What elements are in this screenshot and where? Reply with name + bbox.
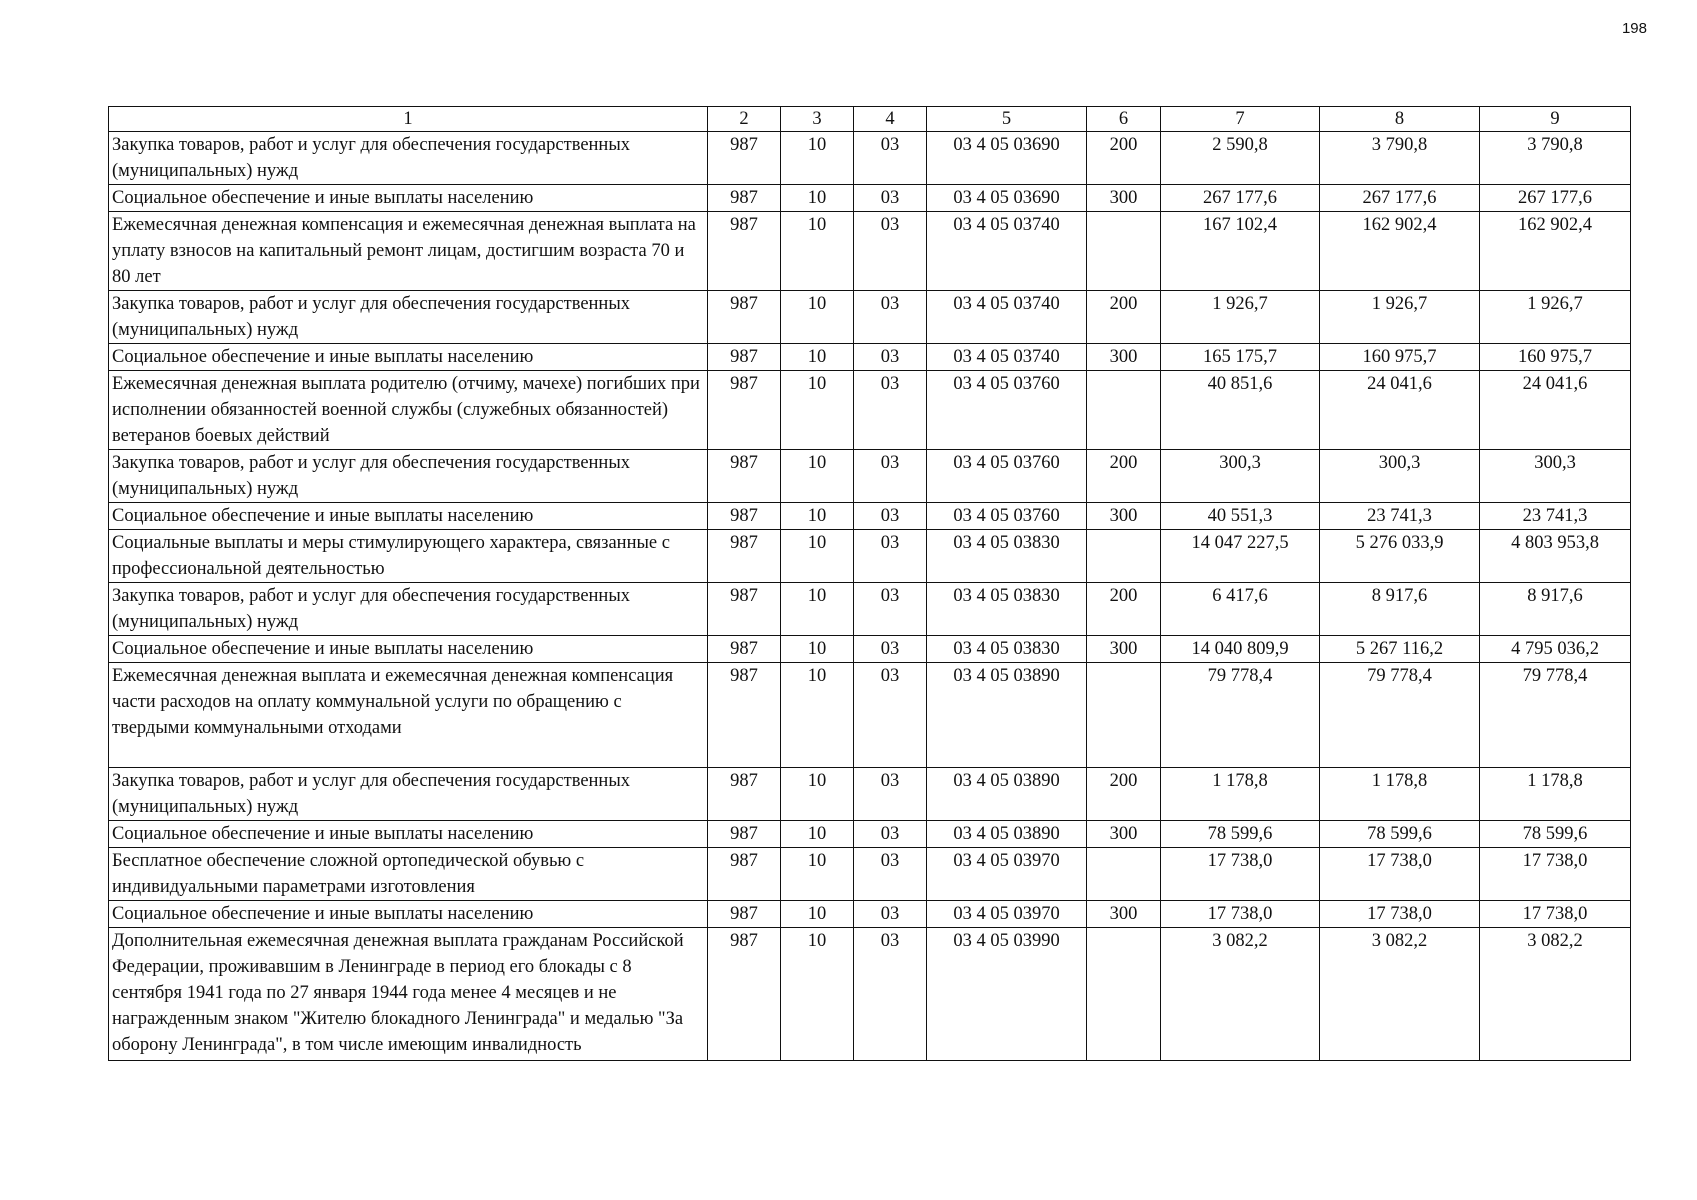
cell-col3: 10 (781, 371, 854, 450)
cell-col4: 03 (854, 901, 927, 928)
cell-col7: 300,3 (1161, 450, 1320, 503)
cell-col7: 14 047 227,5 (1161, 530, 1320, 583)
cell-col9: 162 902,4 (1480, 212, 1631, 291)
column-header: 3 (781, 107, 854, 132)
table-row (109, 291, 1631, 344)
cell-col7: 79 778,4 (1161, 663, 1320, 768)
cell-col9: 79 778,4 (1480, 663, 1631, 768)
cell-col2: 987 (708, 636, 781, 663)
cell-col3: 10 (781, 212, 854, 291)
cell-name: Закупка товаров, работ и услуг для обеспечения государственных (муниципальных) нужд (109, 450, 708, 503)
cell-name: Ежемесячная денежная выплата и ежемесячная денежная компенсация части расходов на оплату коммунальной услуги по обращению с твердыми коммунальными отходами (109, 663, 708, 768)
cell-col7: 17 738,0 (1161, 901, 1320, 928)
cell-name: Социальное обеспечение и иные выплаты населению (109, 185, 708, 212)
cell-col5: 03 4 05 03830 (927, 530, 1087, 583)
cell-col7: 17 738,0 (1161, 848, 1320, 901)
column-header: 6 (1087, 107, 1161, 132)
cell-name: Социальное обеспечение и иные выплаты населению (109, 344, 708, 371)
cell-col3: 10 (781, 821, 854, 848)
cell-col2: 987 (708, 212, 781, 291)
cell-name: Социальное обеспечение и иные выплаты населению (109, 503, 708, 530)
cell-col9: 8 917,6 (1480, 583, 1631, 636)
cell-col4: 03 (854, 848, 927, 901)
cell-col3: 10 (781, 503, 854, 530)
cell-col8: 267 177,6 (1320, 185, 1480, 212)
cell-col3: 10 (781, 185, 854, 212)
cell-col5: 03 4 05 03830 (927, 583, 1087, 636)
cell-col2: 987 (708, 530, 781, 583)
cell-col4: 03 (854, 291, 927, 344)
column-header: 9 (1480, 107, 1631, 132)
cell-col6: 300 (1087, 821, 1161, 848)
cell-col9: 17 738,0 (1480, 901, 1631, 928)
cell-col6: 200 (1087, 132, 1161, 185)
cell-name: Бесплатное обеспечение сложной ортопедической обувью с индивидуальными параметрами изготовления (109, 848, 708, 901)
cell-col5: 03 4 05 03760 (927, 371, 1087, 450)
cell-col6: 300 (1087, 344, 1161, 371)
cell-col5: 03 4 05 03760 (927, 450, 1087, 503)
cell-col3: 10 (781, 344, 854, 371)
cell-col9: 267 177,6 (1480, 185, 1631, 212)
cell-col5: 03 4 05 03740 (927, 291, 1087, 344)
cell-col8: 79 778,4 (1320, 663, 1480, 768)
cell-col9: 4 803 953,8 (1480, 530, 1631, 583)
table-row (109, 768, 1631, 821)
cell-col5: 03 4 05 03890 (927, 663, 1087, 768)
column-header: 5 (927, 107, 1087, 132)
cell-col9: 1 926,7 (1480, 291, 1631, 344)
cell-col6: 300 (1087, 503, 1161, 530)
page-number: 198 (1621, 20, 1647, 37)
table-body (109, 132, 1631, 1061)
cell-name: Закупка товаров, работ и услуг для обеспечения государственных (муниципальных) нужд (109, 132, 708, 185)
cell-col8: 5 267 116,2 (1320, 636, 1480, 663)
cell-col4: 03 (854, 583, 927, 636)
cell-col5: 03 4 05 03970 (927, 848, 1087, 901)
cell-col5: 03 4 05 03830 (927, 636, 1087, 663)
cell-col9: 1 178,8 (1480, 768, 1631, 821)
cell-col7: 2 590,8 (1161, 132, 1320, 185)
cell-col4: 03 (854, 212, 927, 291)
cell-col5: 03 4 05 03990 (927, 928, 1087, 1061)
cell-col4: 03 (854, 450, 927, 503)
cell-col2: 987 (708, 663, 781, 768)
cell-col8: 17 738,0 (1320, 901, 1480, 928)
cell-col3: 10 (781, 663, 854, 768)
cell-col2: 987 (708, 583, 781, 636)
cell-name: Социальное обеспечение и иные выплаты населению (109, 636, 708, 663)
table-row (109, 212, 1631, 291)
cell-col8: 5 276 033,9 (1320, 530, 1480, 583)
cell-col5: 03 4 05 03690 (927, 132, 1087, 185)
table-row (109, 928, 1631, 1061)
table-row (109, 848, 1631, 901)
cell-col3: 10 (781, 768, 854, 821)
cell-col2: 987 (708, 291, 781, 344)
cell-col4: 03 (854, 821, 927, 848)
cell-col6: 200 (1087, 768, 1161, 821)
cell-col3: 10 (781, 901, 854, 928)
cell-col9: 78 599,6 (1480, 821, 1631, 848)
cell-col2: 987 (708, 371, 781, 450)
cell-col4: 03 (854, 928, 927, 1061)
cell-col6: 200 (1087, 450, 1161, 503)
cell-col9: 300,3 (1480, 450, 1631, 503)
cell-col6 (1087, 212, 1161, 291)
cell-col6 (1087, 371, 1161, 450)
cell-col8: 17 738,0 (1320, 848, 1480, 901)
table-row (109, 663, 1631, 768)
table-row (109, 821, 1631, 848)
cell-col9: 17 738,0 (1480, 848, 1631, 901)
cell-col4: 03 (854, 530, 927, 583)
cell-name: Ежемесячная денежная выплата родителю (отчиму, мачехе) погибших при исполнении обязанностей военной службы (служебных обязанностей) ветеранов боевых действий (109, 371, 708, 450)
cell-col6 (1087, 928, 1161, 1061)
cell-col5: 03 4 05 03890 (927, 768, 1087, 821)
cell-col9: 3 790,8 (1480, 132, 1631, 185)
cell-col8: 1 178,8 (1320, 768, 1480, 821)
cell-col8: 3 082,2 (1320, 928, 1480, 1061)
cell-col2: 987 (708, 901, 781, 928)
cell-name: Закупка товаров, работ и услуг для обеспечения государственных (муниципальных) нужд (109, 583, 708, 636)
cell-col3: 10 (781, 132, 854, 185)
cell-col3: 10 (781, 291, 854, 344)
table-row (109, 530, 1631, 583)
cell-col2: 987 (708, 821, 781, 848)
cell-col6 (1087, 663, 1161, 768)
cell-col8: 24 041,6 (1320, 371, 1480, 450)
cell-col7: 3 082,2 (1161, 928, 1320, 1061)
cell-col3: 10 (781, 636, 854, 663)
cell-col6: 300 (1087, 185, 1161, 212)
cell-col6 (1087, 530, 1161, 583)
cell-col2: 987 (708, 344, 781, 371)
cell-col3: 10 (781, 583, 854, 636)
table-row (109, 636, 1631, 663)
cell-col5: 03 4 05 03890 (927, 821, 1087, 848)
cell-col7: 78 599,6 (1161, 821, 1320, 848)
cell-col7: 14 040 809,9 (1161, 636, 1320, 663)
cell-col4: 03 (854, 185, 927, 212)
cell-col9: 3 082,2 (1480, 928, 1631, 1061)
cell-name: Дополнительная ежемесячная денежная выплата гражданам Российской Федерации, проживавшим в Ленинграде в период его блокады с 8 сентября 1941 года по 27 января 1944 года менее 4 месяцев и не награжденным знаком "Жителю блокадного Ленинграда" и медалью "За оборону Ленинграда", в том числе имеющим инвалидность (109, 928, 708, 1061)
cell-col9: 160 975,7 (1480, 344, 1631, 371)
table-row (109, 503, 1631, 530)
table-row (109, 371, 1631, 450)
cell-col9: 23 741,3 (1480, 503, 1631, 530)
cell-col8: 3 790,8 (1320, 132, 1480, 185)
cell-col2: 987 (708, 928, 781, 1061)
column-header: 7 (1161, 107, 1320, 132)
cell-col8: 23 741,3 (1320, 503, 1480, 530)
cell-col5: 03 4 05 03740 (927, 212, 1087, 291)
cell-col8: 78 599,6 (1320, 821, 1480, 848)
table-row (109, 185, 1631, 212)
cell-col7: 40 851,6 (1161, 371, 1320, 450)
cell-col5: 03 4 05 03690 (927, 185, 1087, 212)
cell-col2: 987 (708, 132, 781, 185)
cell-col6 (1087, 848, 1161, 901)
cell-col5: 03 4 05 03970 (927, 901, 1087, 928)
cell-name: Социальное обеспечение и иные выплаты населению (109, 901, 708, 928)
cell-col6: 300 (1087, 901, 1161, 928)
cell-col7: 165 175,7 (1161, 344, 1320, 371)
column-header: 1 (109, 107, 708, 132)
cell-col8: 162 902,4 (1320, 212, 1480, 291)
cell-col2: 987 (708, 768, 781, 821)
cell-col7: 40 551,3 (1161, 503, 1320, 530)
cell-col6: 200 (1087, 583, 1161, 636)
cell-col5: 03 4 05 03760 (927, 503, 1087, 530)
cell-col9: 4 795 036,2 (1480, 636, 1631, 663)
cell-name: Ежемесячная денежная компенсация и ежемесячная денежная выплата на уплату взносов на капитальный ремонт лицам, достигшим возраста 70 и 80 лет (109, 212, 708, 291)
cell-col3: 10 (781, 530, 854, 583)
cell-col8: 160 975,7 (1320, 344, 1480, 371)
table-row (109, 344, 1631, 371)
cell-col6: 200 (1087, 291, 1161, 344)
cell-col4: 03 (854, 371, 927, 450)
cell-col8: 300,3 (1320, 450, 1480, 503)
cell-name: Социальное обеспечение и иные выплаты населению (109, 821, 708, 848)
cell-col7: 6 417,6 (1161, 583, 1320, 636)
cell-col2: 987 (708, 503, 781, 530)
cell-col4: 03 (854, 663, 927, 768)
cell-col9: 24 041,6 (1480, 371, 1631, 450)
cell-col3: 10 (781, 450, 854, 503)
cell-col6: 300 (1087, 636, 1161, 663)
column-header: 8 (1320, 107, 1480, 132)
cell-col2: 987 (708, 450, 781, 503)
cell-name: Закупка товаров, работ и услуг для обеспечения государственных (муниципальных) нужд (109, 768, 708, 821)
column-header: 4 (854, 107, 927, 132)
cell-col7: 267 177,6 (1161, 185, 1320, 212)
cell-col8: 8 917,6 (1320, 583, 1480, 636)
column-header: 2 (708, 107, 781, 132)
cell-col4: 03 (854, 344, 927, 371)
cell-col7: 167 102,4 (1161, 212, 1320, 291)
cell-col3: 10 (781, 928, 854, 1061)
table-row (109, 450, 1631, 503)
header-row (109, 107, 1631, 132)
cell-col2: 987 (708, 848, 781, 901)
cell-col7: 1 178,8 (1161, 768, 1320, 821)
cell-col2: 987 (708, 185, 781, 212)
table-row (109, 901, 1631, 928)
budget-table (108, 106, 1631, 1061)
cell-name: Социальные выплаты и меры стимулирующего характера, связанные с профессиональной деятельностью (109, 530, 708, 583)
cell-col8: 1 926,7 (1320, 291, 1480, 344)
cell-col4: 03 (854, 503, 927, 530)
cell-col3: 10 (781, 848, 854, 901)
cell-col5: 03 4 05 03740 (927, 344, 1087, 371)
cell-col4: 03 (854, 132, 927, 185)
cell-name: Закупка товаров, работ и услуг для обеспечения государственных (муниципальных) нужд (109, 291, 708, 344)
cell-col4: 03 (854, 768, 927, 821)
table-row (109, 132, 1631, 185)
cell-col4: 03 (854, 636, 927, 663)
table-row (109, 583, 1631, 636)
cell-col7: 1 926,7 (1161, 291, 1320, 344)
